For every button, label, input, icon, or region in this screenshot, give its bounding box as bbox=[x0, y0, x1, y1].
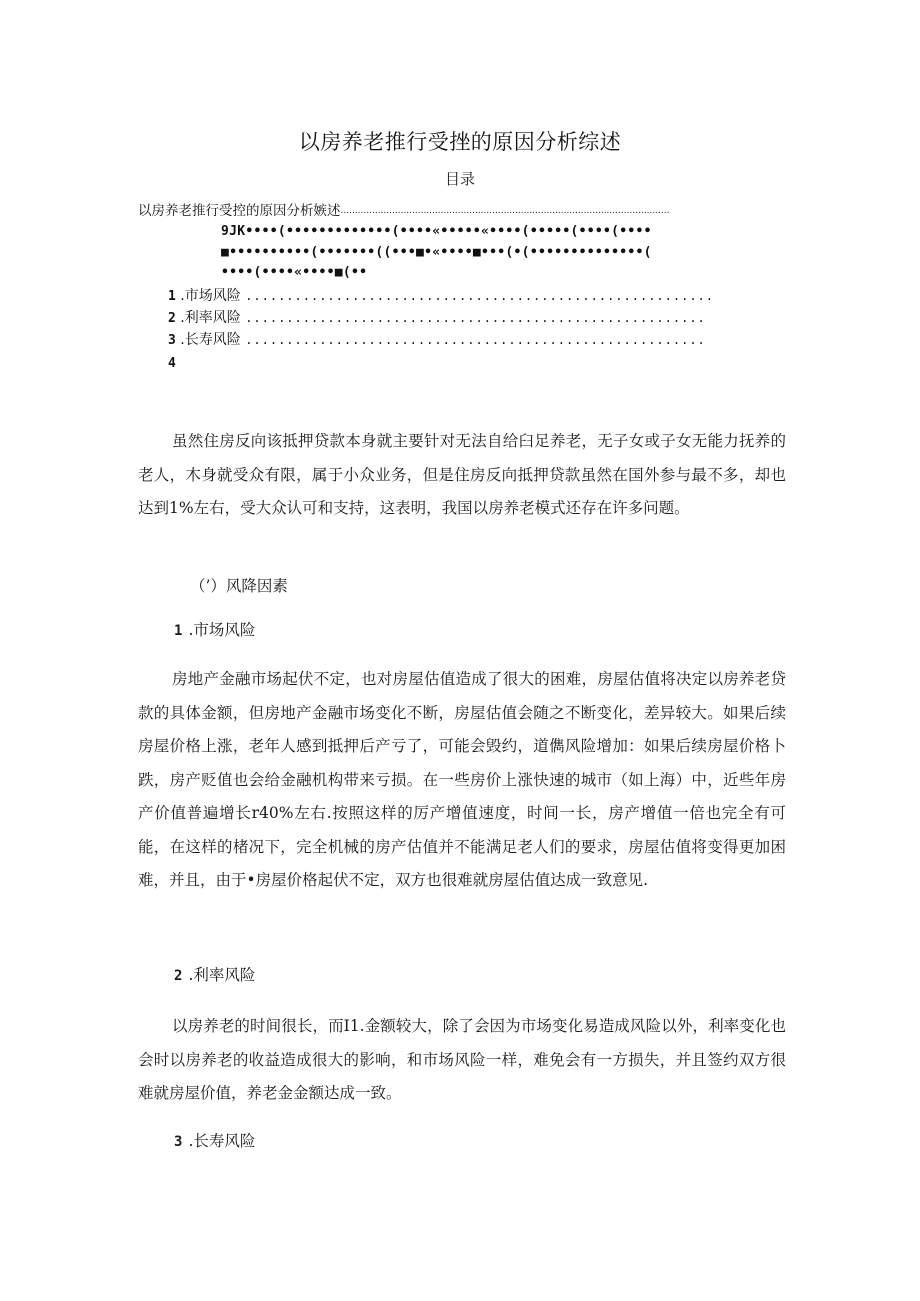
toc-item-number: 1 bbox=[168, 289, 176, 304]
subsection-heading-market-risk bbox=[174, 618, 255, 640]
toc-garbled-line: ■••••••••••(•••••••((•••■•«••••■•••(•(••••••••••••••( bbox=[221, 245, 652, 260]
toc-item-dots: ........................................................ bbox=[245, 333, 706, 347]
intro-paragraph: 虽然住房反向该抵押贷款本身就主要针对无法自给臼足养老，无子女或子女无能力抚养的老人，木身就受众有限，属于小众业务，但是住房反向抵押贷款虽然在国外参与最不多，却也达到1%左右，受大众认可和支持，这表明，我国以房养老模式还存在许多问题。 bbox=[138, 432, 786, 517]
toc-garbled-line: ••••(••••«••••■(•• bbox=[221, 265, 368, 280]
toc-item-label: .市场风险 bbox=[180, 288, 241, 304]
toc-item-number: 2 bbox=[168, 311, 176, 326]
market-risk-paragraph: 房地产金融市场起伏不定，也对房屋估值造成了很大的困难，房屋估值将决定以房养老贷款的具体金额，但房地产金融市场变化不断，房屋估值会随之不断变化，差异较大。如果后续房屋价格上涨，老年人感到抵押后产亏了，可能会毁约，道儁风险增加：如果后续房屋价格卜跌，房产贬值也会给金融机构带来亏损。在一些房价上涨快速的城市（如上海）中，近些年房产价值普遍增长r40%左右.按照这样的厉产增值速度，时间一长，房产增值一倍也完全有可能，在这样的楮况下，完全机械的房产估值并不能满足老人们的要求，房屋估值将变得更加困难，并且，由于•房屋价格起伏不定，双方也很难就房屋估值达成一致意见. bbox=[138, 670, 786, 889]
subsection-label: .长寿风险 bbox=[188, 1132, 256, 1150]
toc-garbled-line: 9JK••••(•••••••••••••(••••«•••••«••••(•••••(••••(•••• bbox=[221, 224, 652, 239]
toc-item-market-risk[interactable] bbox=[168, 285, 768, 305]
toc-item-label: .长寿风险 bbox=[180, 332, 241, 348]
toc-main-entry-dots: ................................................................................................................... bbox=[340, 206, 670, 216]
subsection-number: 3 bbox=[174, 1134, 183, 1150]
toc-item-dots: ........................................................ bbox=[245, 311, 706, 325]
toc-item-number: 3 bbox=[168, 333, 176, 348]
toc-item-interest-rate-risk[interactable] bbox=[168, 307, 768, 327]
subsection-number: 2 bbox=[174, 968, 183, 984]
toc-item-longevity-risk[interactable] bbox=[168, 329, 768, 349]
subsection-label: .利率风险 bbox=[188, 966, 256, 984]
toc-item-label: .利率风险 bbox=[180, 310, 241, 326]
subsection-label: .市场风险 bbox=[188, 621, 256, 639]
toc-main-entry[interactable] bbox=[138, 199, 768, 219]
toc-heading: 目录 bbox=[444, 170, 475, 188]
subsection-heading-longevity-risk bbox=[174, 1129, 255, 1151]
subsection-number: 1 bbox=[174, 623, 183, 639]
toc-item-dots: ......................................................... bbox=[245, 289, 714, 303]
toc-main-entry-label: 以房养老推行受控的原因分析嫉述 bbox=[138, 203, 341, 219]
interest-rate-risk-paragraph: 以房养老的时间很长，而I1.金额较大，除了会因为市场变化易造成风险以外，利率变化也会时以房养老的收益造成很大的影响，和市场风险一样，难免会有一方损失，并且签约双方很难就房屋价值，养老金金额达成一致。 bbox=[138, 1017, 786, 1102]
toc-item-number-4: 4 bbox=[168, 356, 176, 371]
section-heading-risk-factors: （’）风降因素 bbox=[190, 577, 288, 595]
document-title: 以房养老推行受挫的原因分析综述 bbox=[298, 130, 622, 154]
subsection-heading-interest-rate-risk bbox=[174, 963, 255, 985]
